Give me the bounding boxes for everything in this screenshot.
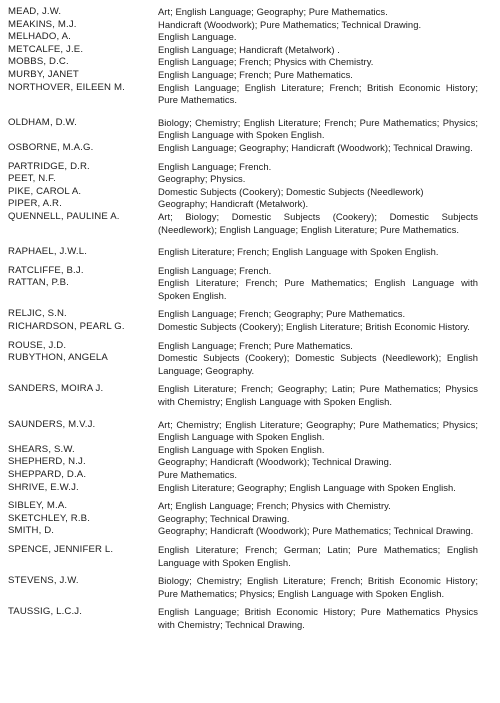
candidate-name: RAPHAEL, J.W.L. [8,246,88,258]
candidate-name: TAUSSIG, L.C.J. [8,606,83,618]
candidate-name: RELJIC, S.N. [8,308,67,320]
candidate-name: METCALFE, J.E. [8,43,84,55]
list-item [8,211,492,236]
candidate-name: PIKE, CAROL A. [8,185,82,197]
list-item [8,265,492,278]
candidate-name: PEET, N.F. [8,173,56,185]
candidate-name: OSBORNE, M.A.G. [8,141,94,153]
candidate-subjects: Geography; Handicraft (Woodwork); Pure Mathematics; Technical Drawing. [158,525,474,537]
list-item [8,44,492,57]
candidate-name: OLDHAM, D.W. [8,116,77,128]
candidate-subjects: Pure Mathematics. [158,469,238,480]
candidate-subjects: Domestic Subjects (Cookery); Domestic Subjects (Needlework) [158,185,424,197]
candidate-subjects: English Language; English Literature; French; British Economic History; Pure Mathematics. [158,81,478,106]
candidate-subjects: Art; Biology; Domestic Subjects (Cookery); Domestic Subjects (Needlework); English Language; English Literature; Pure Mathematics. [158,210,478,235]
candidate-name: STEVENS, J.W. [8,575,79,587]
candidate-subjects: English Literature; French; Pure Mathematics; English Language with Spoken English. [158,277,478,301]
candidate-subjects: Art; English Language; Geography; Pure Mathematics. [158,6,388,17]
list-item [8,525,492,538]
candidate-subjects: English Language; British Economic History; Pure Mathematics Physics with Chemistry; Technical Drawing. [158,606,478,630]
candidate-name: MOBBS, D.C. [8,56,69,68]
candidate-subjects: Art; English Language; French; Physics with Chemistry. [158,500,391,512]
list-item [8,117,492,142]
list-item [8,544,492,569]
list-item [8,340,492,353]
list-item [8,500,492,513]
list-item [8,198,492,211]
list-item [8,456,492,469]
candidate-name: MELHADO, A. [8,31,71,43]
candidate-subjects: English Language with Spoken English. [158,443,325,455]
candidate-subjects: English Literature; French; German; Latin; Pure Mathematics; English Language with Spoken English. [158,543,478,568]
candidate-name: RATTAN, P.B. [8,277,69,289]
candidate-subjects: English Language; French; Geography; Pure Mathematics. [158,308,406,320]
candidate-name: MEAKINS, M.J. [8,18,77,30]
candidate-subjects: Domestic Subjects (Cookery); English Literature; British Economic History. [158,321,470,333]
candidate-name: PIPER, A.R. [8,198,62,210]
candidate-subjects: Geography; Handicraft (Metalwork). [158,198,309,210]
list-item [8,56,492,69]
list-item [8,6,492,19]
candidate-name: SMITH, D. [8,525,55,537]
candidate-subjects: English Language; French. [158,160,272,172]
list-item [8,82,492,107]
list-item [8,606,492,631]
candidate-name: SAUNDERS, M.V.J. [8,418,96,430]
list-item [8,186,492,199]
candidate-name: RICHARDSON, PEARL G. [8,321,125,333]
candidate-subjects: Handicraft (Woodwork); Pure Mathematics; Technical Drawing. [158,18,422,30]
candidate-subjects: English Language. [158,31,237,43]
candidate-name: SHRIVE, E.W.J. [8,481,79,493]
list-item [8,321,492,334]
list-item [8,575,492,600]
list-item [8,513,492,526]
list-item [8,383,492,408]
candidate-subjects: English Literature; French; Geography; Latin; Pure Mathematics; Physics with Chemistry; English Language with Spoken English. [158,383,478,408]
candidate-subjects: Geography; Technical Drawing. [158,512,290,524]
candidate-subjects: English Literature; French; English Language with Spoken English. [158,246,439,258]
candidate-name: MEAD, J.W. [8,6,62,17]
candidate-name: PARTRIDGE, D.R. [8,160,90,172]
list-item [8,69,492,82]
candidate-name: SIBLEY, M.A. [8,500,68,512]
candidate-name: SHEARS, S.W. [8,443,75,455]
candidate-subjects: English Language; French; Pure Mathematics. [158,68,353,80]
candidate-subjects: English Language; French. [158,264,272,276]
candidate-name: NORTHOVER, EILEEN M. [8,81,125,93]
list-item [8,173,492,186]
candidate-subjects: English Language; Handicraft (Metalwork) . [158,43,340,55]
candidate-name: SHEPHERD, N.J. [8,456,86,468]
list-item [8,19,492,32]
candidate-subjects: Domestic Subjects (Cookery); Domestic Subjects (Needlework); English Language; Geography. [158,352,478,376]
list-item [8,161,492,174]
list-item [8,277,492,302]
candidate-name: SPENCE, JENNIFER L. [8,543,114,555]
candidate-subjects: Art; Chemistry; English Literature; Geography; Pure Mathematics; Physics; English Language with Spoken English. [158,418,478,443]
candidate-subjects: Geography; Physics. [158,173,246,185]
candidate-name: SANDERS, MOIRA J. [8,383,104,395]
candidate-name: SKETCHLEY, R.B. [8,512,91,524]
list-item [8,142,492,155]
candidate-subjects: English Language; French; Physics with Chemistry. [158,56,374,68]
candidate-name: QUENNELL, PAULINE A. [8,210,120,222]
list-item [8,419,492,444]
list-item [8,352,492,377]
candidate-subjects: English Language; Geography; Handicraft (Woodwork); Technical Drawing. [158,141,473,153]
candidate-name: ROUSE, J.D. [8,339,67,351]
candidate-subjects: English Language; French; Pure Mathematics. [158,339,353,351]
list-item [8,482,492,495]
list-item [8,246,492,259]
candidate-subjects: Biology; Chemistry; English Literature; French; Pure Mathematics; Physics; English Language with Spoken English. [158,116,478,141]
list-item [8,31,492,44]
list-item [8,308,492,321]
candidate-name: RUBYTHON, ANGELA [8,352,108,364]
candidate-name: RATCLIFFE, B.J. [8,264,84,276]
list-item [8,469,492,482]
list-item [8,444,492,457]
candidate-name: SHEPPARD, D.A. [8,469,87,480]
candidate-subjects: Biology; Chemistry; English Literature; French; British Economic History; Pure Mathematics; Physics; English Language with Spoken English. [158,575,478,599]
candidate-subjects: Geography; Handicraft (Woodwork); Technical Drawing. [158,456,392,468]
candidate-subjects: English Literature; Geography; English Language with Spoken English. [158,481,456,493]
candidate-name: MURBY, JANET [8,68,79,80]
